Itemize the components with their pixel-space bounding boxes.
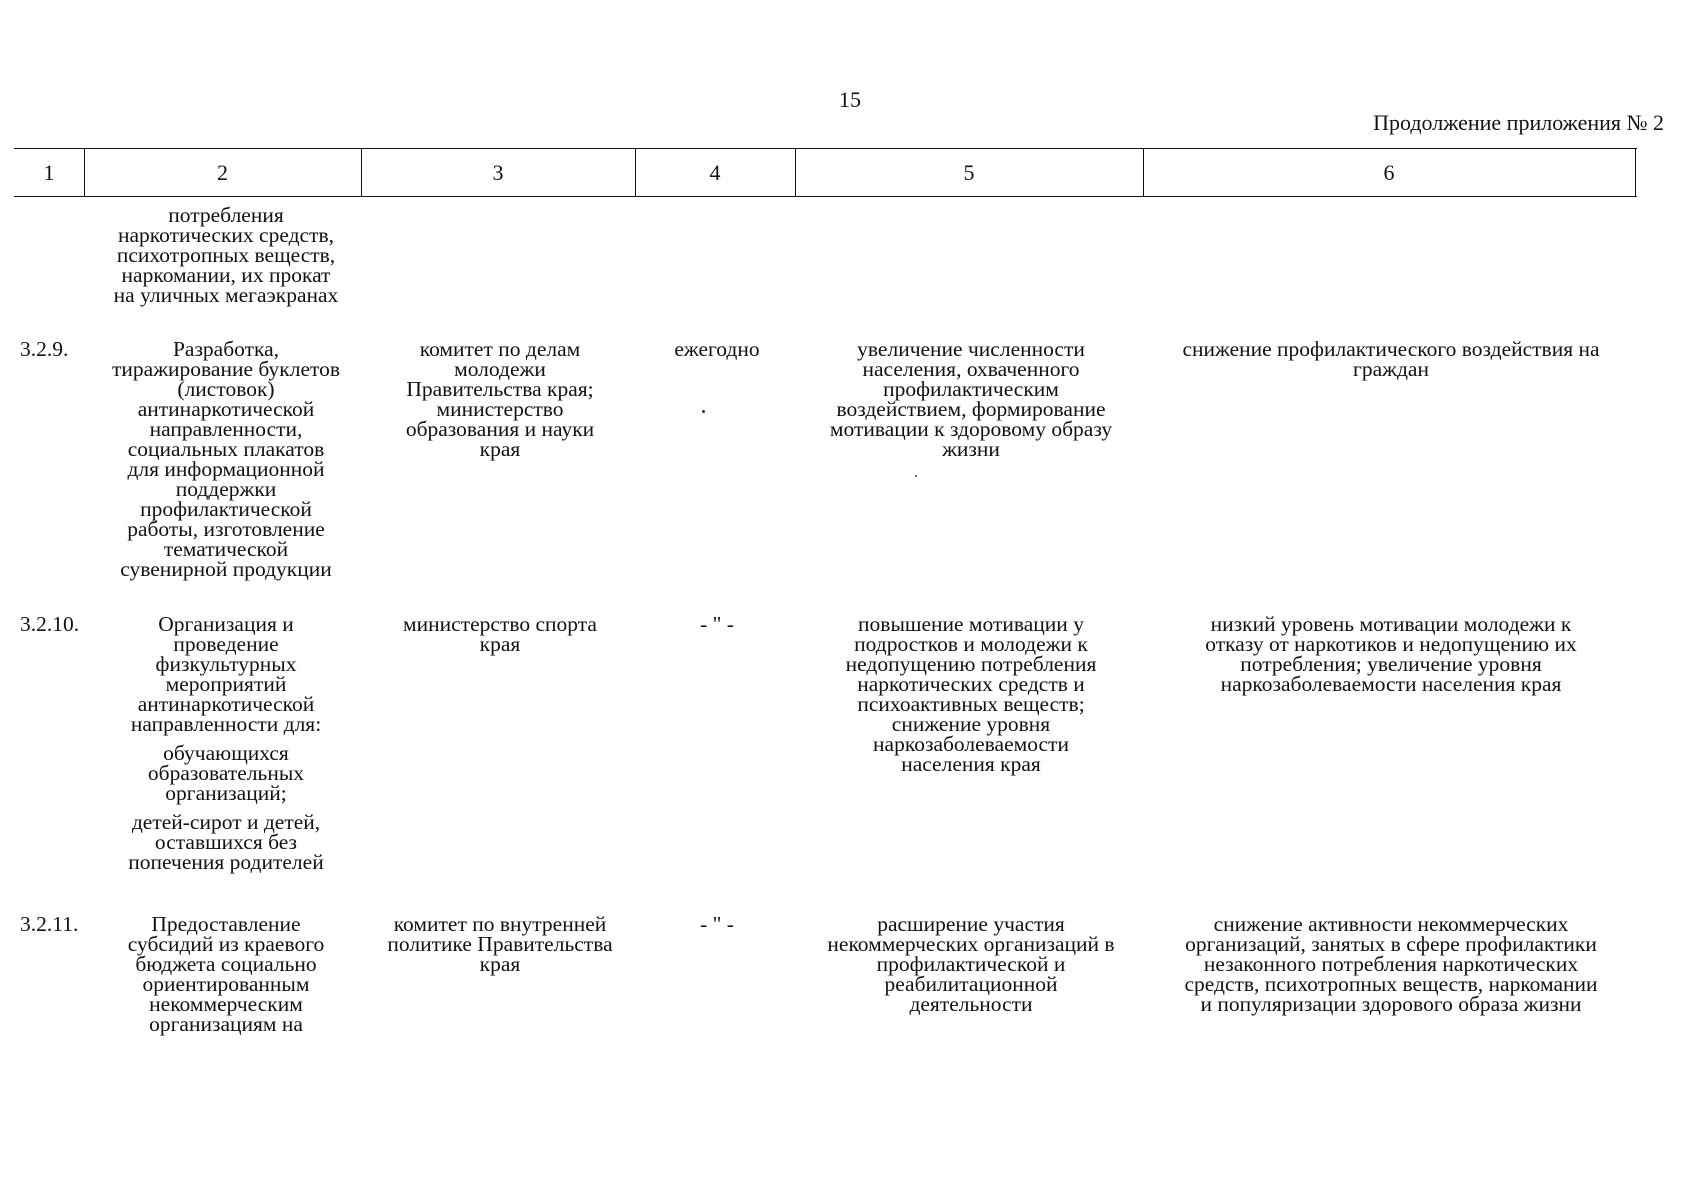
responsible-executor [363,914,637,974]
text-line: наркозаболеваемости [873,732,1069,756]
text-line: бюджета социально [135,952,317,976]
text-line: работы, изготовление [127,517,325,541]
text-line: деятельности [909,992,1033,1016]
page-number: 15 [839,87,861,112]
text-line: Разработка, [172,337,280,361]
text-line: тиражирование буклетов [112,357,340,381]
text-line: недопущению потребления [845,652,1097,676]
text-line: организациям на [149,1012,303,1036]
text-line: повышение мотивации у [858,612,1084,636]
implementation-period [637,339,797,359]
text-line: населения края [901,752,1041,776]
text-line: психоактивных веществ; [857,692,1085,716]
row-number: 3.2.9. [20,337,69,361]
text-line: направленности для: [130,712,322,736]
text-line: комитет по внутренней [393,912,607,936]
measure-description [88,339,364,579]
text-line: наркотических средств и [857,672,1085,696]
scan-speck [702,410,705,413]
text-line: министерство [436,397,564,421]
text-line: ежегодно [674,337,760,361]
text-line: антинаркотической [137,397,315,421]
text-line: увеличение численности [857,337,1085,361]
column-header-3: 3 [492,160,504,185]
text-line: расширение участия [877,912,1065,936]
text-line: (листовок) [177,377,275,401]
text-line: образовательных [147,761,305,785]
text-line: проведение [173,632,279,656]
non-implementation-consequences [1145,614,1637,694]
non-implementation-consequences [1145,339,1637,379]
text-line: снижение уровня [891,712,1051,736]
text-line: снижение активности некоммерческих [1213,912,1569,936]
text-line: наркомании, их прокат [121,263,331,287]
text-line: тематической [163,537,289,561]
text-line: края [479,952,521,976]
text-line: профилактической и [876,952,1066,976]
text-line: ориентированным [142,972,310,996]
text-line: субсидий из краевого [127,932,325,956]
row-number: 3.2.11. [20,912,79,936]
text-line: социальных плакатов [127,437,325,461]
measure-description [88,914,364,1034]
text-line: потребления; увеличение уровня [1240,652,1542,676]
text-line: организаций, занятых в сфере профилактики [1185,932,1597,956]
column-header-5: 5 [963,160,975,185]
text-line: для информационной [127,457,325,481]
text-line: политике Правительства [387,932,613,956]
text-line: населения, охваченного [862,357,1080,381]
text-line: молодежи [454,357,546,381]
text-line: физкультурных [155,652,297,676]
text-line: мотивации к здоровому образу [829,417,1113,441]
text-line: оставшихся без [154,830,298,854]
text-line: наркотических средств, [118,223,334,247]
text-line: комитет по делам [419,337,581,361]
text-line: профилактическим [883,377,1059,401]
text-line: образования и науки [405,417,595,441]
text-line: некоммерческим [149,992,303,1016]
text-line: Предоставление [151,912,301,936]
column-header-4: 4 [709,160,721,185]
text-line: - " - [700,612,734,636]
responsible-executor [363,614,637,654]
row-continuation-measure-text [88,205,364,305]
text-line: профилактической [140,497,312,521]
expected-result [797,914,1145,1014]
text-line: и популяризации здорового образа жизни [1200,992,1582,1016]
text-line: - " - [700,912,734,936]
text-line: граждан [1353,357,1429,381]
column-header-2: 2 [217,160,228,185]
column-divider [1635,149,1636,196]
text-line: жизни [942,437,1000,461]
text-line: низкий уровень мотивации молодежи к [1210,612,1572,636]
text-line: мероприятий [165,672,287,696]
text-line: Правительства края; [406,377,594,401]
scan-speck [915,475,917,477]
text-line: антинаркотической [137,692,315,716]
text-line: детей-сирот и детей, [131,810,321,834]
text-line: обучающихся [163,741,289,765]
non-implementation-consequences [1145,914,1637,1014]
text-line: психотропных веществ, [116,243,336,267]
text-line: некоммерческих организаций в [827,932,1115,956]
text-line: потребления [168,203,284,227]
text-line: направленности, [149,417,303,441]
text-line: снижение профилактического воздействия на [1182,337,1600,361]
text-line: отказу от наркотиков и недопущению их [1205,632,1577,656]
text-line: реабилитационной [884,972,1058,996]
table-header-row [14,148,1637,197]
text-line: воздействием, формирование [836,397,1106,421]
expected-result [797,339,1145,459]
text-line: организаций; [165,781,287,805]
text-line: на уличных мегаэкранах [113,283,339,307]
responsible-executor [363,339,637,459]
appendix-continuation-label: Продолжение приложения № 2 [1373,110,1664,135]
text-line: министерство спорта [403,612,597,636]
text-line: наркозаболеваемости населения края [1220,672,1562,696]
text-line: незаконного потребления наркотических [1203,952,1579,976]
column-header-1: 1 [43,160,55,185]
implementation-period [637,614,797,634]
column-header-6: 6 [1383,160,1395,185]
text-line: края [479,437,521,461]
text-line: подростков и молодежи к [854,632,1088,656]
expected-result [797,614,1145,774]
text-line: попечения родителей [128,850,324,874]
text-line: средств, психотропных веществ, наркомании [1184,972,1598,996]
measure-description [88,614,364,872]
text-line: края [479,632,521,656]
text-line: сувенирной продукции [120,557,332,581]
row-number: 3.2.10. [20,612,80,636]
implementation-period [637,914,797,934]
text-line: Организация и [158,612,294,636]
text-line: поддержки [175,477,277,501]
